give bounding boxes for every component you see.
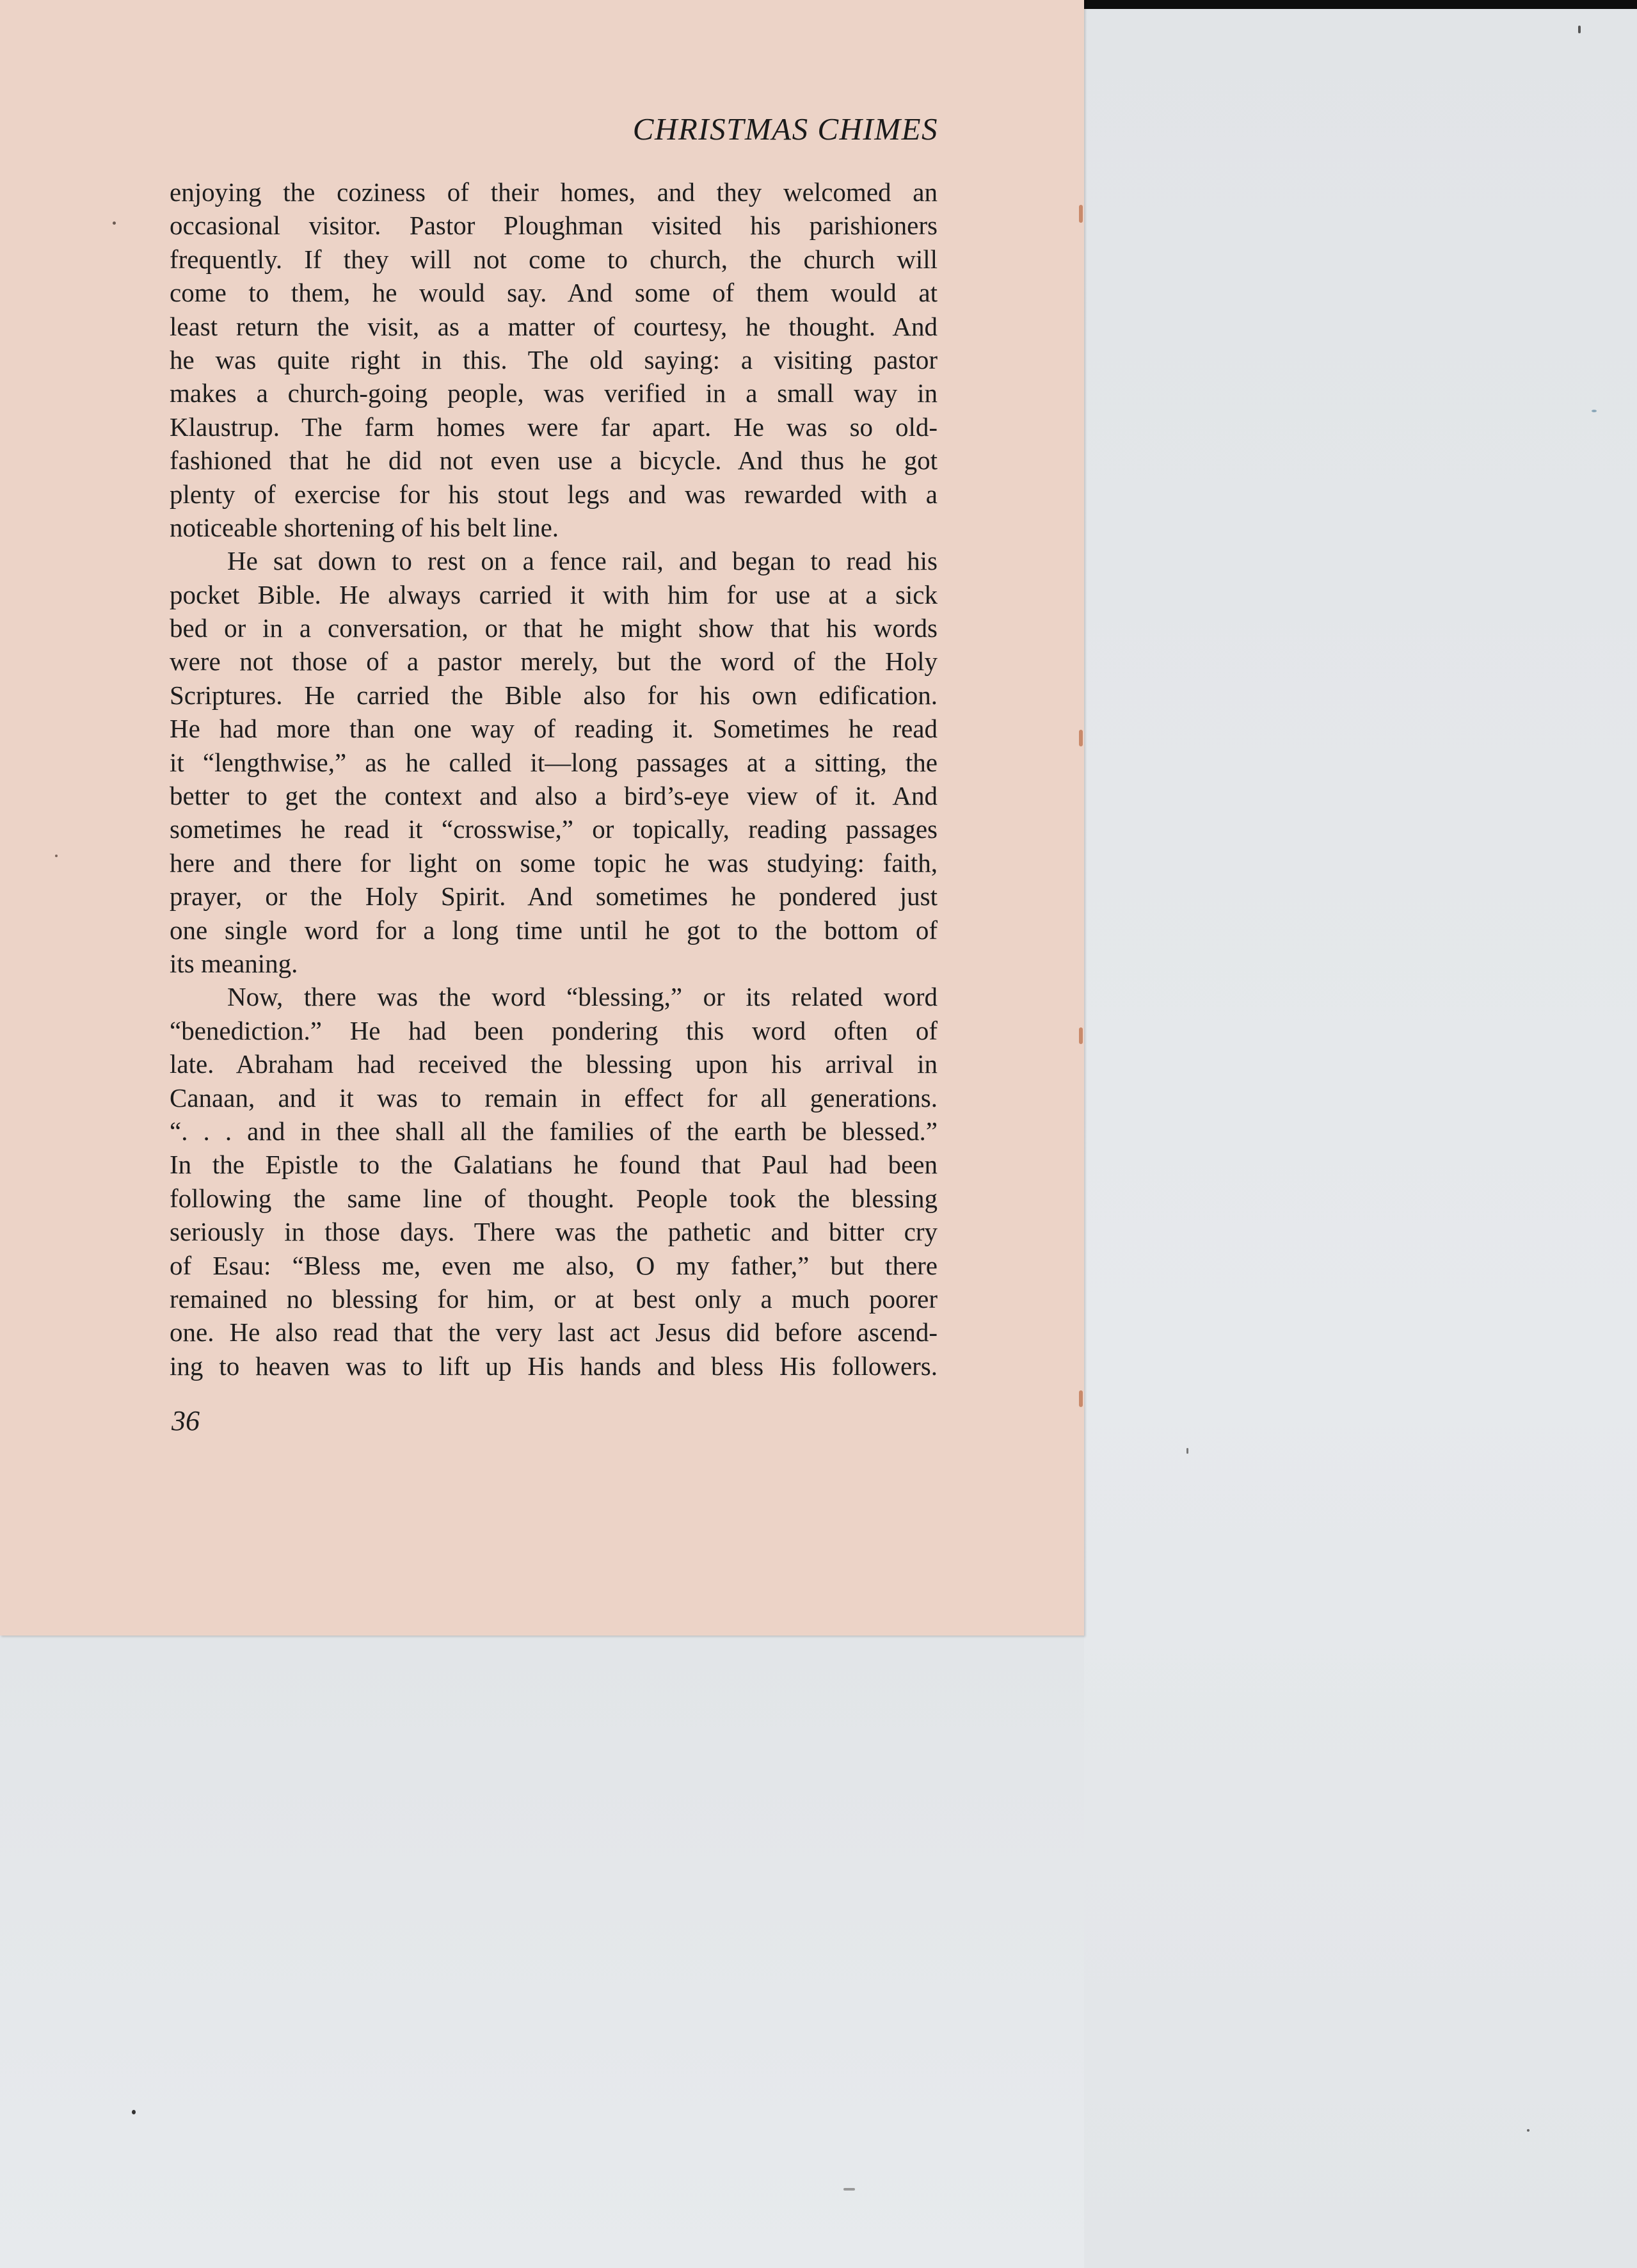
text-line: Now, there was the word “blessing,” or its related word (227, 982, 938, 1012)
scanner-bed-background-lower (0, 1636, 1084, 2268)
text-line: prayer, or the Holy Spirit. And sometimes he pondered just (170, 881, 938, 912)
paper-speck (55, 855, 58, 857)
text-line: frequently. If they will not come to church, the church will (170, 244, 938, 274)
text-line: He sat down to rest on a fence rail, and began to read his (227, 546, 938, 576)
text-line: “benediction.” He had been pondering this word often of (170, 1015, 938, 1045)
text-line: plenty of exercise for his stout legs and was rewarded with a (170, 479, 938, 509)
text-line: He had more than one way of reading it. Sometimes he read (170, 714, 938, 744)
text-line: following the same line of thought. People took the blessing (170, 1183, 938, 1213)
text-line: occasional visitor. Pastor Ploughman visited his parishioners (170, 211, 938, 241)
running-header: CHRISTMAS CHIMES (632, 111, 938, 147)
text-line: enjoying the coziness of their homes, and they welcomed an (170, 177, 938, 207)
text-line: its meaning. (170, 948, 298, 978)
text-line: bed or in a conversation, or that he might show that his words (170, 613, 938, 643)
paper-speck (113, 221, 116, 225)
scan-speck (1578, 26, 1581, 33)
text-line: fashioned that he did not even use a bicycle. And thus he got (170, 446, 938, 476)
paper-edge-mark (1079, 730, 1083, 746)
text-line: it “lengthwise,” as he called it—long passages at a sitting, the (170, 747, 938, 777)
body-text (170, 175, 938, 1383)
text-line: he was quite right in this. The old saying: a visiting pastor (170, 344, 938, 374)
text-line: one single word for a long time until he got to the bottom of (170, 915, 938, 945)
text-line: one. He also read that the very last act Jesus did before ascend- (170, 1317, 938, 1347)
scanner-bed-background (1084, 9, 1637, 2268)
text-line: Scriptures. He carried the Bible also for his own edification. (170, 680, 938, 710)
text-line: ing to heaven was to lift up His hands and bless His followers. (170, 1351, 938, 1381)
text-line: Klaustrup. The farm homes were far apart. He was so old- (170, 412, 938, 442)
scan-speck (843, 2188, 855, 2191)
text-line: of Esau: “Bless me, even me also, O my father,” but there (170, 1250, 938, 1280)
text-line: makes a church-going people, was verified in a small way in (170, 378, 938, 408)
text-line: come to them, he would say. And some of them would at (170, 278, 938, 308)
text-line: noticeable shortening of his belt line. (170, 512, 559, 542)
text-line: Canaan, and it was to remain in effect for all generations. (170, 1082, 938, 1113)
text-line: late. Abraham had received the blessing upon his arrival in (170, 1049, 938, 1079)
scanner-edge-strip (1084, 0, 1637, 9)
paper-edge-mark (1079, 205, 1083, 223)
text-line: remained no blessing for him, or at best only a much poorer (170, 1283, 938, 1314)
scan-speck (1527, 2129, 1529, 2132)
text-line: better to get the context and also a bird’s-eye view of it. And (170, 781, 938, 811)
scan-speck (1592, 410, 1597, 412)
text-line: pocket Bible. He always carried it with him for use at a sick (170, 579, 938, 609)
text-line: “. . . and in thee shall all the families of the earth be blessed.” (170, 1116, 938, 1146)
text-line: sometimes he read it “crosswise,” or topically, reading passages (170, 814, 938, 844)
text-line: least return the visit, as a matter of courtesy, he thought. And (170, 311, 938, 341)
scan-speck (1186, 1448, 1188, 1454)
text-line: here and there for light on some topic he was studying: faith, (170, 848, 938, 878)
book-page (0, 0, 1084, 1636)
paper-edge-mark (1079, 1390, 1083, 1407)
scan-speck (132, 2110, 136, 2114)
paper-edge-mark (1079, 1027, 1083, 1044)
page-number: 36 (172, 1405, 200, 1436)
text-line: In the Epistle to the Galatians he found that Paul had been (170, 1150, 938, 1180)
text-line: were not those of a pastor merely, but the word of the Holy (170, 647, 938, 677)
text-line: seriously in those days. There was the pathetic and bitter cry (170, 1217, 938, 1247)
